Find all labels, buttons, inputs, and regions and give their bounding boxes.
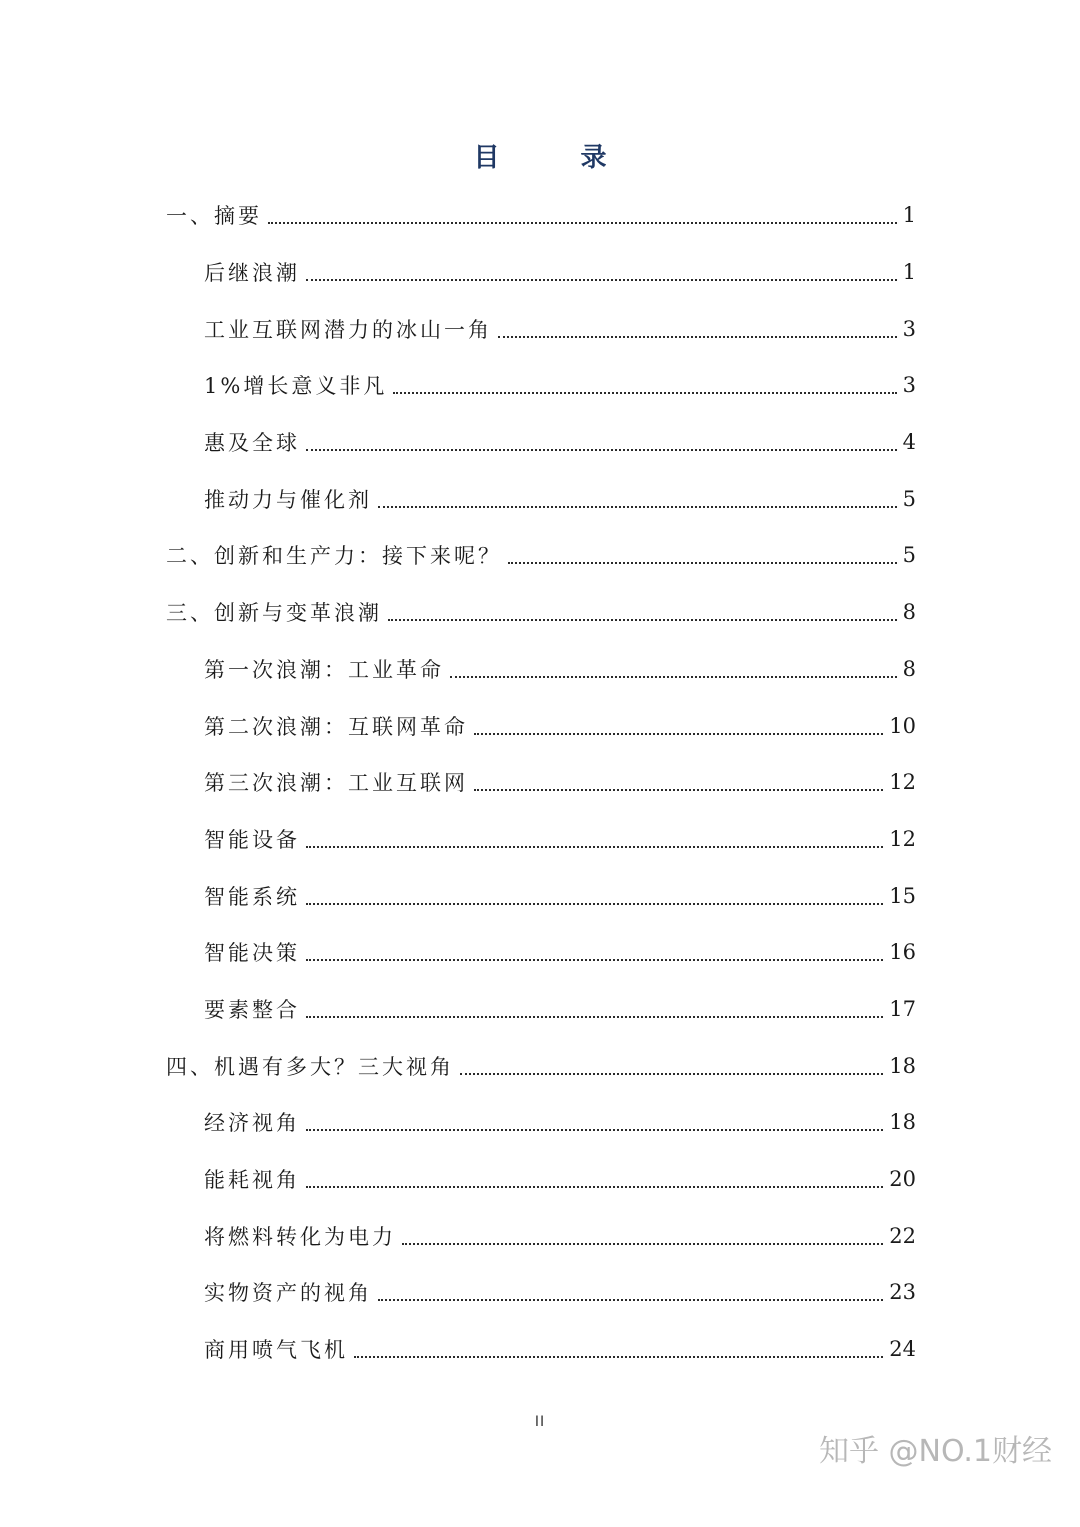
toc-entry[interactable] xyxy=(0,414,1080,471)
toc-entry[interactable] xyxy=(0,924,1080,981)
toc-entry[interactable] xyxy=(0,1094,1080,1151)
toc-entry[interactable] xyxy=(0,584,1080,641)
dot-leader xyxy=(306,1186,883,1188)
toc-entry-label: 1%增长意义非凡 xyxy=(204,374,388,399)
dot-leader xyxy=(474,789,883,791)
toc-entry-page: 3 xyxy=(902,373,916,398)
toc-entry-label: 将燃料转化为电力 xyxy=(204,1224,396,1249)
toc-entry-page: 1 xyxy=(902,260,916,285)
toc-entry[interactable] xyxy=(0,470,1080,527)
dot-leader xyxy=(508,562,897,564)
toc-entry-label: 工业互联网潜力的冰山一角 xyxy=(204,317,492,342)
dot-leader xyxy=(450,676,897,678)
toc-entry-label: 能耗视角 xyxy=(204,1168,300,1193)
toc-entry-label: 智能决策 xyxy=(204,941,300,966)
page-title: 目 录 xyxy=(473,143,643,173)
toc-entry[interactable] xyxy=(0,697,1080,754)
toc-entry-label: 推动力与催化剂 xyxy=(204,487,372,512)
dot-leader xyxy=(306,903,883,905)
toc-entry[interactable] xyxy=(0,300,1080,357)
toc-entry-page: 20 xyxy=(889,1167,916,1192)
toc-entry-label: 二、创新和生产力：接下来呢？ xyxy=(166,544,502,569)
dot-leader xyxy=(354,1356,883,1358)
toc-entry[interactable] xyxy=(0,754,1080,811)
toc-entry-page: 12 xyxy=(889,770,916,795)
toc-entry[interactable] xyxy=(0,1151,1080,1208)
watermark: 知乎 @NO.1财经 xyxy=(819,1434,1052,1469)
toc-entry-label: 后继浪潮 xyxy=(204,261,300,286)
dot-leader xyxy=(388,619,897,621)
toc-entry-page: 8 xyxy=(902,656,916,681)
toc-entry-page: 1 xyxy=(902,203,916,228)
toc-entry-label: 三、创新与变革浪潮 xyxy=(166,601,382,626)
toc-entry-page: 15 xyxy=(889,883,916,908)
toc-entry-label: 实物资产的视角 xyxy=(204,1281,372,1306)
dot-leader xyxy=(393,392,896,394)
toc-entry-page: 22 xyxy=(889,1223,916,1248)
toc-entry[interactable] xyxy=(0,867,1080,924)
toc-entry[interactable] xyxy=(0,981,1080,1038)
dot-leader xyxy=(268,222,897,224)
page-number: II xyxy=(534,1414,546,1430)
toc-entry[interactable] xyxy=(0,187,1080,244)
toc-entry[interactable] xyxy=(0,1321,1080,1378)
dot-leader xyxy=(378,1299,883,1301)
toc-entry-label: 第三次浪潮：工业互联网 xyxy=(204,771,468,796)
toc-entry[interactable] xyxy=(0,357,1080,414)
toc-entry-page: 24 xyxy=(889,1337,916,1362)
toc-entry-page: 3 xyxy=(902,316,916,341)
toc-entry-page: 17 xyxy=(889,996,916,1021)
toc-entry-page: 23 xyxy=(889,1280,916,1305)
dot-leader xyxy=(306,279,897,281)
toc-entry-page: 12 xyxy=(889,826,916,851)
toc-entry-page: 10 xyxy=(889,713,916,738)
toc-entry-label: 第二次浪潮：互联网革命 xyxy=(204,714,468,739)
toc-entry[interactable] xyxy=(0,811,1080,868)
toc-entry-page: 5 xyxy=(902,486,916,511)
dot-leader xyxy=(460,1073,883,1075)
dot-leader xyxy=(402,1243,883,1245)
toc-entry[interactable] xyxy=(0,244,1080,301)
toc-entry-page: 18 xyxy=(889,1110,916,1135)
dot-leader xyxy=(474,733,883,735)
dot-leader xyxy=(378,506,897,508)
toc-entry-page: 4 xyxy=(902,430,916,455)
table-of-contents xyxy=(0,187,1080,1377)
toc-entry-label: 智能设备 xyxy=(204,827,300,852)
dot-leader xyxy=(306,959,883,961)
dot-leader xyxy=(498,336,897,338)
toc-entry-page: 8 xyxy=(902,600,916,625)
toc-entry-page: 18 xyxy=(889,1053,916,1078)
toc-entry[interactable] xyxy=(0,1037,1080,1094)
toc-entry[interactable] xyxy=(0,641,1080,698)
toc-entry-label: 智能系统 xyxy=(204,884,300,909)
toc-entry-label: 四、机遇有多大？三大视角 xyxy=(166,1054,454,1079)
toc-entry[interactable] xyxy=(0,527,1080,584)
dot-leader xyxy=(306,1129,883,1131)
toc-entry-label: 一、摘要 xyxy=(166,204,262,229)
dot-leader xyxy=(306,1016,883,1018)
toc-entry-page: 16 xyxy=(889,940,916,965)
toc-entry-page: 5 xyxy=(902,543,916,568)
toc-entry[interactable] xyxy=(0,1207,1080,1264)
toc-entry-label: 经济视角 xyxy=(204,1111,300,1136)
toc-entry-label: 商用喷气飞机 xyxy=(204,1338,348,1363)
toc-entry-label: 惠及全球 xyxy=(204,431,300,456)
toc-entry-label: 要素整合 xyxy=(204,997,300,1022)
toc-entry[interactable] xyxy=(0,1264,1080,1321)
dot-leader xyxy=(306,846,883,848)
toc-entry-label: 第一次浪潮：工业革命 xyxy=(204,657,444,682)
dot-leader xyxy=(306,449,897,451)
